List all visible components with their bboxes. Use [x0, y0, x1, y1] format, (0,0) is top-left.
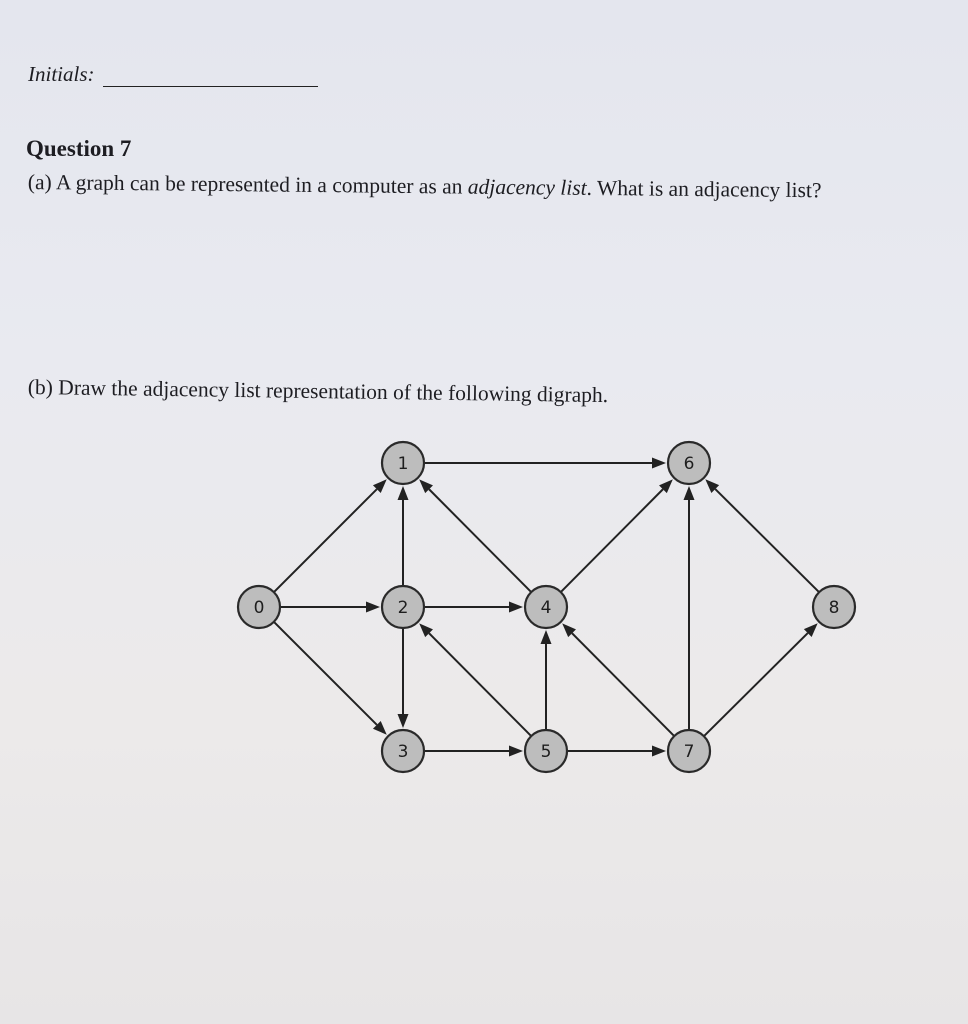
part-a-suffix: . What is an adjacency list? — [586, 175, 822, 203]
node-3 — [382, 730, 424, 772]
question-part-b: (b) Draw the adjacency list representation of the following digraph. — [27, 375, 609, 408]
arrowhead-2-to-4 — [509, 602, 523, 613]
edge-4-to-1 — [429, 489, 531, 592]
edge-0-to-1 — [274, 489, 377, 592]
node-2 — [382, 586, 424, 628]
part-a-emphasis: adjacency list — [467, 174, 587, 200]
arrowhead-3-to-5 — [509, 746, 523, 757]
node-label-6: 6 — [683, 454, 695, 474]
node-label-3: 3 — [397, 742, 409, 762]
node-label-1: 1 — [397, 454, 409, 474]
node-label-4: 4 — [540, 598, 552, 618]
node-5 — [525, 730, 567, 772]
node-7 — [668, 730, 710, 772]
node-4 — [525, 586, 567, 628]
node-label-2: 2 — [397, 598, 409, 618]
node-label-5: 5 — [540, 742, 552, 762]
node-0 — [238, 586, 280, 628]
node-8 — [813, 586, 855, 628]
edge-8-to-6 — [715, 489, 819, 592]
initials-label: Initials: — [28, 62, 95, 86]
node-6 — [668, 442, 710, 484]
arrowhead-5-to-4 — [541, 630, 552, 644]
node-label-8: 8 — [828, 598, 840, 618]
node-1 — [382, 442, 424, 484]
edge-7-to-4 — [572, 633, 674, 736]
arrowhead-7-to-6 — [684, 486, 695, 500]
arrowhead-2-to-3 — [398, 714, 409, 728]
question-title: Question 7 — [26, 136, 132, 161]
arrowhead-0-to-2 — [366, 602, 380, 613]
edge-5-to-2 — [429, 633, 531, 736]
node-label-0: 0 — [253, 598, 265, 618]
edge-7-to-8 — [704, 633, 808, 736]
node-label-7: 7 — [683, 742, 695, 762]
edge-0-to-3 — [274, 622, 377, 725]
part-a-prefix: (a) A graph can be represented in a computer as an — [27, 170, 468, 199]
arrowhead-5-to-7 — [652, 746, 666, 757]
arrowhead-2-to-1 — [398, 486, 409, 500]
arrowhead-1-to-6 — [652, 458, 666, 469]
edge-4-to-6 — [561, 489, 663, 592]
